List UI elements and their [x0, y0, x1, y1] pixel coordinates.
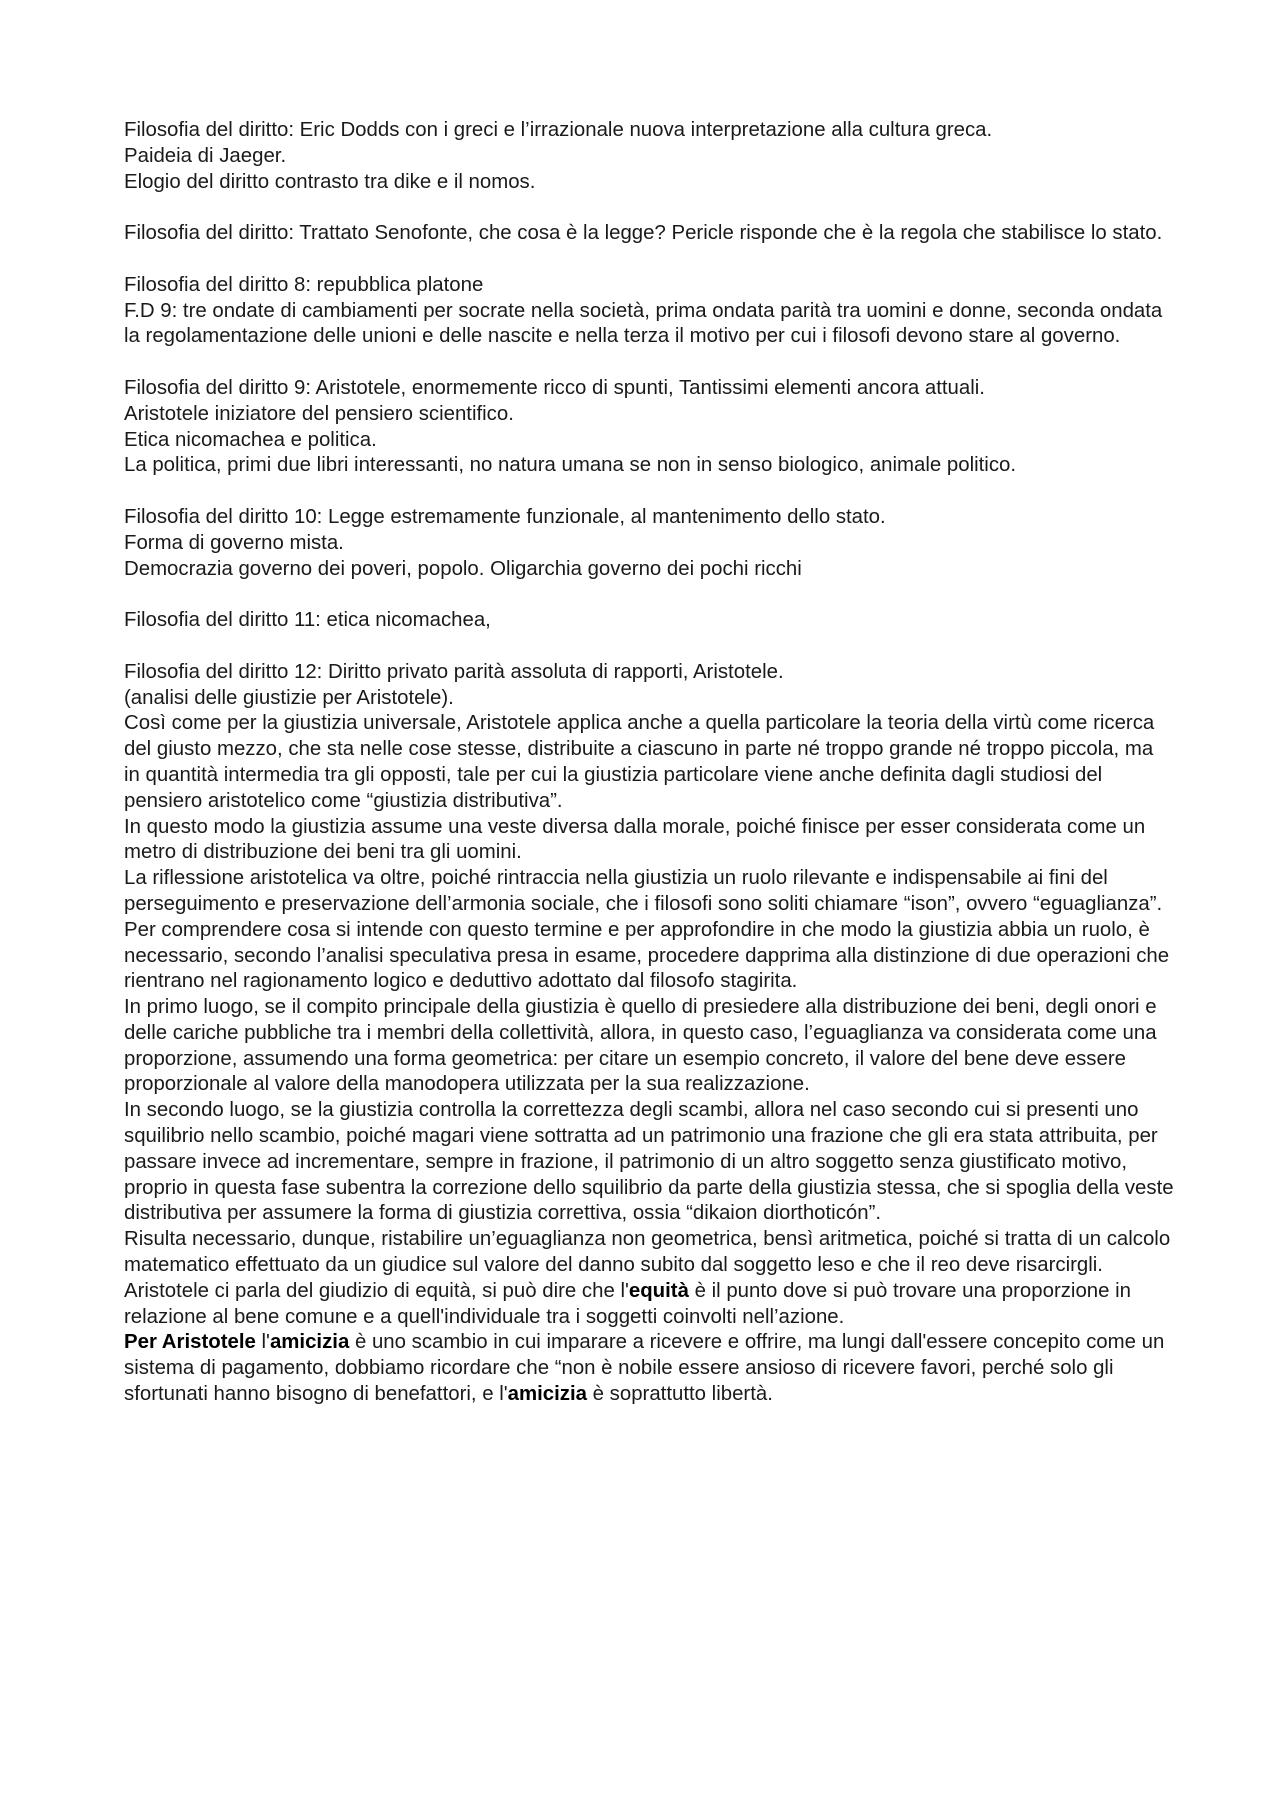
text-line: (analisi delle giustizie per Aristotele). [124, 686, 454, 709]
friendship-text-mid2: è uno scambio in cui imparare a ricevere e offrire, ma lungi dall'essere concepito come un sistema di pagamento, dobbiamo ricordare che “non è nobile essere ansioso di ricevere favori, perché solo gli sfortunati hanno bisogno di benefattori, e l' [124, 1331, 1165, 1406]
text-line: Filosofia del diritto: Eric Dodds con i greci e l’irrazionale nuova interpretazione alla cultura greca. [124, 119, 993, 141]
text-paragraph: In secondo luogo, se la giustizia controlla la correttezza degli scambi, allora nel caso secondo cui si presenti uno squilibrio nello scambio, poiché magari viene sottratta ad un patrimonio una frazione che gli era stata attribuita, per passare invece ad incrementare, sempre in frazione, il patrimonio di un altro soggetto senza giustificato motivo, proprio in questa fase subentra la correzione dello squilibrio da parte della giustizia stessa, che si spoglia della veste distributiva per assumere la forma di giustizia correttiva, ossia “dikaion diorthoticón”. [124, 1099, 1174, 1225]
equity-bold-term: equità [628, 1279, 689, 1302]
text-line: Filosofia del diritto 8: repubblica platone [124, 273, 484, 296]
friendship-text-after: è soprattutto libertà. [587, 1383, 773, 1406]
text-paragraph: Risulta necessario, dunque, ristabilire un’eguaglianza non geometrica, bensì aritmetica, poiché si tratta di un calcolo matematico effettuato da un giudice sul valore del danno subito dal soggetto leso e che il reo deve risarcirgli. [124, 1228, 1171, 1277]
blank-line [124, 479, 1174, 505]
friendship-bold-term: amicizia [269, 1331, 350, 1354]
text-paragraph: Per comprendere cosa si intende con questo termine e per approfondire in che modo la giustizia abbia un ruolo, è necessario, secondo l’analisi speculativa presa in esame, procedere dapprima alla distinzione di due operazioni che rientrano nel ragionamento logico e deduttivo adottato dal filosofo stagirita. [124, 918, 1170, 993]
document-page [124, 118, 1174, 1408]
blank-line [124, 582, 1174, 608]
text-paragraph: La riflessione aristotelica va oltre, poiché rintraccia nella giustizia un ruolo rilevante e indispensabile ai fini del perseguimento e preservazione dell’armonia sociale, che i filosofi sono soliti chiamare “ison”, ovvero “eguaglianza”. [124, 867, 1163, 915]
text-line: Paideia di Jaeger. [124, 144, 287, 167]
blank-line [124, 247, 1174, 273]
text-line: Forma di governo mista. [124, 531, 344, 554]
text-line: Filosofia del diritto 12: Diritto privato parità assoluta di rapporti, Aristotele. [124, 660, 784, 683]
text-line: La politica, primi due libri interessanti, no natura umana se non in senso biologico, animale politico. [124, 454, 1017, 477]
equity-paragraph [124, 1279, 1174, 1331]
friendship-text-mid1: l' [255, 1331, 270, 1354]
equity-text-before: Aristotele ci parla del giudizio di equità, si può dire che l' [124, 1279, 629, 1302]
text-line: Etica nicomachea e politica. [124, 428, 377, 451]
text-line: Filosofia del diritto 10: Legge estremamente funzionale, al mantenimento dello stato. [124, 505, 886, 528]
text-line: Filosofia del diritto 9: Aristotele, enormemente ricco di spunti, Tantissimi elementi ancora attuali. [124, 376, 985, 399]
text-line: Filosofia del diritto: Trattato Senofonte, che cosa è la legge? Pericle risponde che è la regola che stabilisce lo stato. [124, 222, 1163, 245]
text-line: Elogio del diritto contrasto tra dike e il nomos. [124, 170, 536, 193]
equity-text-after: è il punto dove si può trovare una proporzione in relazione al bene comune e a quell'individuale tra i soggetti coinvolti nell’azione. [124, 1279, 1132, 1328]
text-line: Filosofia del diritto 11: etica nicomachea, [124, 609, 491, 632]
blank-line [124, 634, 1174, 660]
blank-line [124, 350, 1174, 376]
text-line: Aristotele iniziatore del pensiero scientifico. [124, 402, 514, 425]
friendship-bold-term-2: amicizia [507, 1383, 587, 1406]
friendship-paragraph [124, 1330, 1174, 1407]
blank-line [124, 195, 1174, 221]
friendship-bold-lead: Per Aristotele [124, 1331, 256, 1354]
text-line: F.D 9: tre ondate di cambiamenti per socrate nella società, prima ondata parità tra uomini e donne, seconda ondata la regolamentazione delle unioni e delle nascite e nella terza il motivo per cui i filosofi devono stare al governo. [124, 299, 1163, 348]
text-paragraph: Così come per la giustizia universale, Aristotele applica anche a quella particolare la teoria della virtù come ricerca del giusto mezzo, che sta nelle cose stesse, distribuite a ciascuno in parte né troppo grande né troppo piccola, ma in quantità intermedia tra gli opposti, tale per cui la giustizia particolare viene anche definita dagli studiosi del pensiero aristotelico come “giustizia distributiva”. [124, 712, 1155, 812]
text-line: Democrazia governo dei poveri, popolo. Oligarchia governo dei pochi ricchi [124, 557, 802, 580]
text-paragraph: In primo luogo, se il compito principale della giustizia è quello di presiedere alla distribuzione dei beni, degli onori e delle cariche pubbliche tra i membri della collettività, allora, in questo caso, l’eguaglianza va considerata come una proporzione, assumendo una forma geometrica: per citare un esempio concreto, il valore del bene deve essere proporzionale al valore della manodopera utilizzata per la sua realizzazione. [124, 996, 1157, 1096]
text-paragraph: In questo modo la giustizia assume una veste diversa dalla morale, poiché finisce per esser considerata come un metro di distribuzione dei beni tra gli uomini. [124, 815, 1146, 864]
